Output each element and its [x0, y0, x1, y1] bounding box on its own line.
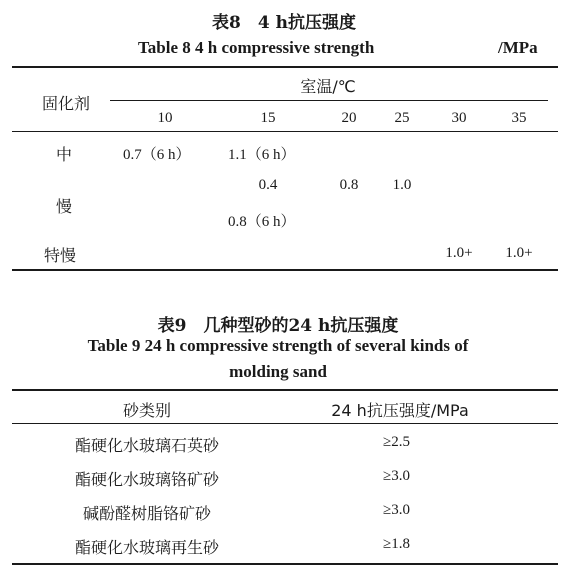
table8-temp-header: 25 — [394, 110, 410, 126]
table8-cell: 1.0+ — [505, 245, 533, 261]
table8-cell: 0.4 — [258, 177, 278, 193]
table8-cell: 0.7（6 h） — [123, 147, 191, 163]
table9-header-strength: 24 h抗压强度/MPa — [331, 401, 469, 420]
table8-cell: 0.8（6 h） — [228, 214, 296, 230]
table8-temp-header: 30 — [451, 110, 467, 126]
table8-cell: 1.1（6 h） — [228, 147, 296, 163]
table8-cell: 1.0+ — [445, 245, 473, 261]
table9-sand-cell: 碱酚醛树脂铬矿砂 — [82, 504, 212, 523]
table8-temp-header: 35 — [511, 110, 527, 126]
table8-title-en: Table 8 4 h compressive strength — [138, 38, 375, 57]
table8-row-label: 特慢 — [44, 246, 77, 265]
table8-group-header: 室温/℃ — [300, 77, 356, 96]
table8-temp-header: 10 — [157, 110, 173, 126]
table9-strength-cell: ≥2.5 — [383, 434, 410, 450]
table8-cell: 1.0 — [392, 177, 412, 193]
table8-top-rule — [12, 66, 558, 68]
table8-group-rule — [110, 100, 548, 101]
table9-title-cn: 表9 几种型砂的24 h抗压强度 — [157, 316, 399, 336]
table9-header-rule — [12, 423, 558, 424]
table9-sand-cell: 酯硬化水玻璃石英砂 — [74, 436, 220, 455]
table9-bottom-rule — [12, 563, 558, 565]
table9-header-sand: 砂类别 — [122, 401, 172, 420]
table9-title-en-line1: Table 9 24 h compressive strength of several kinds of — [87, 336, 469, 355]
table9-strength-cell: ≥3.0 — [383, 502, 410, 518]
table8-row-label: 慢 — [56, 197, 73, 216]
table8-temp-header: 20 — [341, 110, 357, 126]
table9-title-en-line2: molding sand — [229, 362, 327, 381]
table9-sand-cell: 酯硬化水玻璃再生砂 — [74, 538, 220, 557]
table8-cell: 0.8 — [339, 177, 359, 193]
table8-bottom-rule — [12, 269, 558, 271]
table8-row-header: 固化剂 — [42, 94, 91, 113]
table9-strength-cell: ≥3.0 — [383, 468, 410, 484]
table9-sand-cell: 酯硬化水玻璃铬矿砂 — [74, 470, 220, 489]
table9-strength-cell: ≥1.8 — [383, 536, 410, 552]
table9-top-rule — [12, 389, 558, 391]
table8-temp-header: 15 — [260, 110, 276, 126]
table8-header-rule — [12, 131, 558, 132]
table8-row-label: 中 — [56, 145, 73, 164]
table8-title-cn: 表8 4 h抗压强度 — [212, 13, 356, 33]
table8-unit: /MPa — [498, 38, 538, 57]
